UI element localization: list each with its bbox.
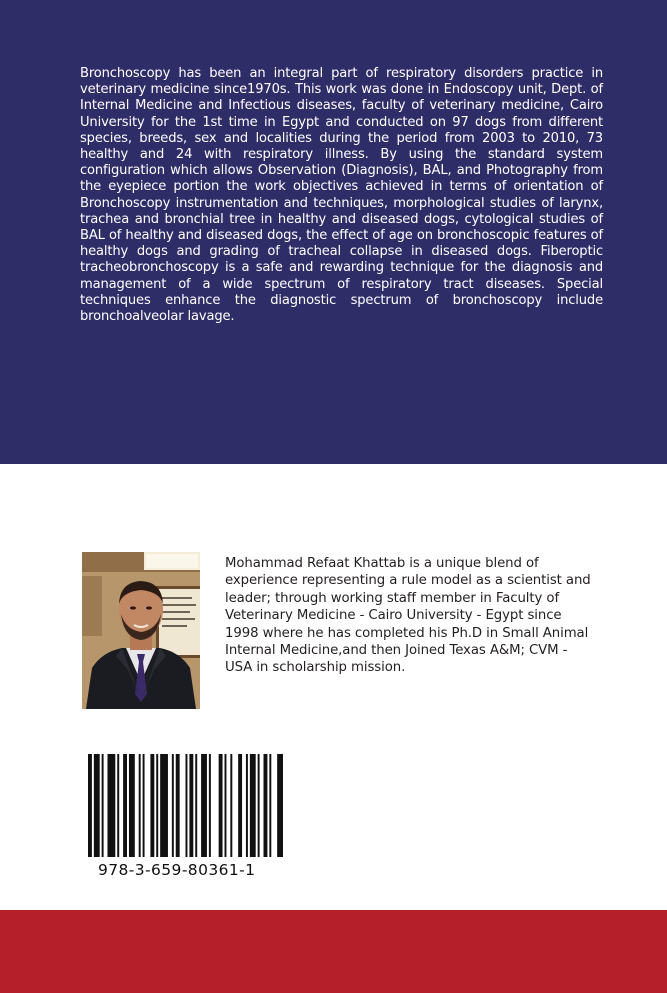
isbn-number: 978-3-659-80361-1: [98, 861, 256, 879]
top-color-band: [0, 0, 667, 464]
author-biography: Mohammad Refaat Khattab is a unique blend of experience representing a rule model as a scientist and leader; through working staff member in Faculty of Veterinary Medicine - Cairo University - Egypt since 1998 where he has completed his Ph.D in Small Animal Internal Medicine,and then Joined Texas A&M; CVM - USA in scholarship mission.: [225, 556, 591, 676]
author-photo: [82, 552, 200, 709]
book-synopsis: Bronchoscopy has been an integral part of respiratory disorders practice in veterinary medicine since1970s. This work was done in Endoscopy unit, Dept. of Internal Medicine and Infectious diseases, faculty of veterinary medicine, Cairo University for the 1st time in Egypt and conducted on 97 dogs from different species, breeds, sex and localities during the period from 2003 to 2010, 73 healthy and 24 with respiratory illness. By using the standard system configuration which allows Observation (Diagnosis), BAL, and Photography from the eyepiece portion the work objectives achieved in terms of orientation of Bronchoscopy instrumentation and techniques, morphological studies of larynx, trachea and bronchial tree in healthy and diseased dogs, cytological studies of BAL of healthy and diseased dogs, the effect of age on bronchoscopic features of healthy dogs and grading of tracheal collapse in diseased dogs. Fiberoptic tracheobronchoscopy is a safe and rewarding technique for the diagnosis and management of a wide spectrum of respiratory tract diseases. Special techniques enhance the diagnostic spectrum of bronchoscopy include bronchoalveolar lavage.: [80, 66, 603, 325]
isbn-barcode: [88, 754, 283, 857]
bottom-color-band: [0, 910, 667, 993]
